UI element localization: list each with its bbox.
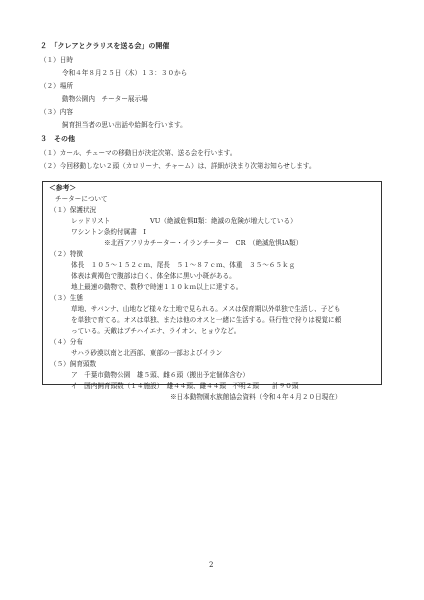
ecology-heading: （３）生態	[50, 294, 83, 302]
features-line: 地上最速の動物で、数秒で時速１１０ｋｍ以上に達する。	[71, 283, 243, 291]
subspecies-note: ※北西アフリカチーター・イランチーター CR （絶滅危惧ⅠA類）	[104, 239, 303, 247]
conservation-heading: （１）保護状況	[50, 206, 97, 214]
page-number: 2	[209, 561, 214, 569]
ecology-line: 草地、サバンナ、山地など様々な土地で見られる。メスは保育期以外単独で生活し、子ども	[71, 305, 341, 313]
section3-heading: ３ その他	[40, 135, 75, 143]
section2-heading: ２ 「クレアとクラリスを送る会」の開催	[40, 42, 170, 50]
features-line: 体表は黄褐色で腹部は白く、体全体に黒い小斑がある。	[71, 272, 236, 280]
features-heading: （２）特徴	[50, 250, 83, 258]
section3-item-1: （１）カール、チューマの移動日が決定次第、送る会を行います。	[40, 149, 237, 157]
cites-appendix: ワシントン条約付属書 Ⅰ	[71, 228, 146, 236]
red-list-status: VU（絶滅危惧Ⅱ類：絶滅の危険が増大している）	[150, 217, 297, 225]
section3-item-2: （２）今回移動しない２頭（カロリーナ、チャーム）は、詳細が決まり次第お知らせします。	[40, 162, 316, 170]
ecology-line: を単独で育てる。オスは単独、または他のオスと一緒に生活する。昼行性で狩りは視覚に頼	[71, 316, 342, 324]
section2-item-3-label: （３）内容	[40, 108, 73, 116]
red-list-label: レッドリスト	[71, 217, 111, 225]
reference-title: チーターについて	[55, 195, 108, 203]
features-line: 体長 １０５〜１５２ｃｍ、尾長 ５１〜８７ｃｍ、体重 ３５〜６５ｋｇ	[71, 261, 296, 269]
distribution-heading: （４）分布	[50, 338, 83, 346]
captive-heading: （５）飼育頭数	[50, 360, 97, 368]
section2-item-1-detail: 令和４年８月２５日（木）１３：３０から	[62, 69, 188, 77]
reference-label: ＜参考＞	[49, 184, 77, 192]
captive-source-note: ※日本動物園水族館協会資料（令和４年４月２０日現在）	[170, 393, 342, 401]
captive-line: イ 国内飼育頭数（１４施設） 雄４４頭、雌４４頭 不明２頭 計９０頭	[71, 382, 299, 390]
captive-line: ア 千葉市動物公園 雄５頭、雌６頭（搬出予定個体含む）	[71, 371, 250, 379]
section2-item-1-label: （１）日時	[40, 56, 73, 64]
section2-item-3-detail: 飼育担当者の思い出話や給餌を行います。	[62, 121, 187, 129]
ecology-line: っている。天敵はブチハイエナ、ライオン、ヒョウなど。	[71, 327, 241, 335]
distribution-line: サハラ砂漠以南と北西部、東部の一部およびイラン	[71, 349, 223, 357]
section2-item-2-label: （２）場所	[40, 82, 73, 90]
section2-item-2-detail: 動物公園内 チーター展示場	[62, 95, 148, 103]
